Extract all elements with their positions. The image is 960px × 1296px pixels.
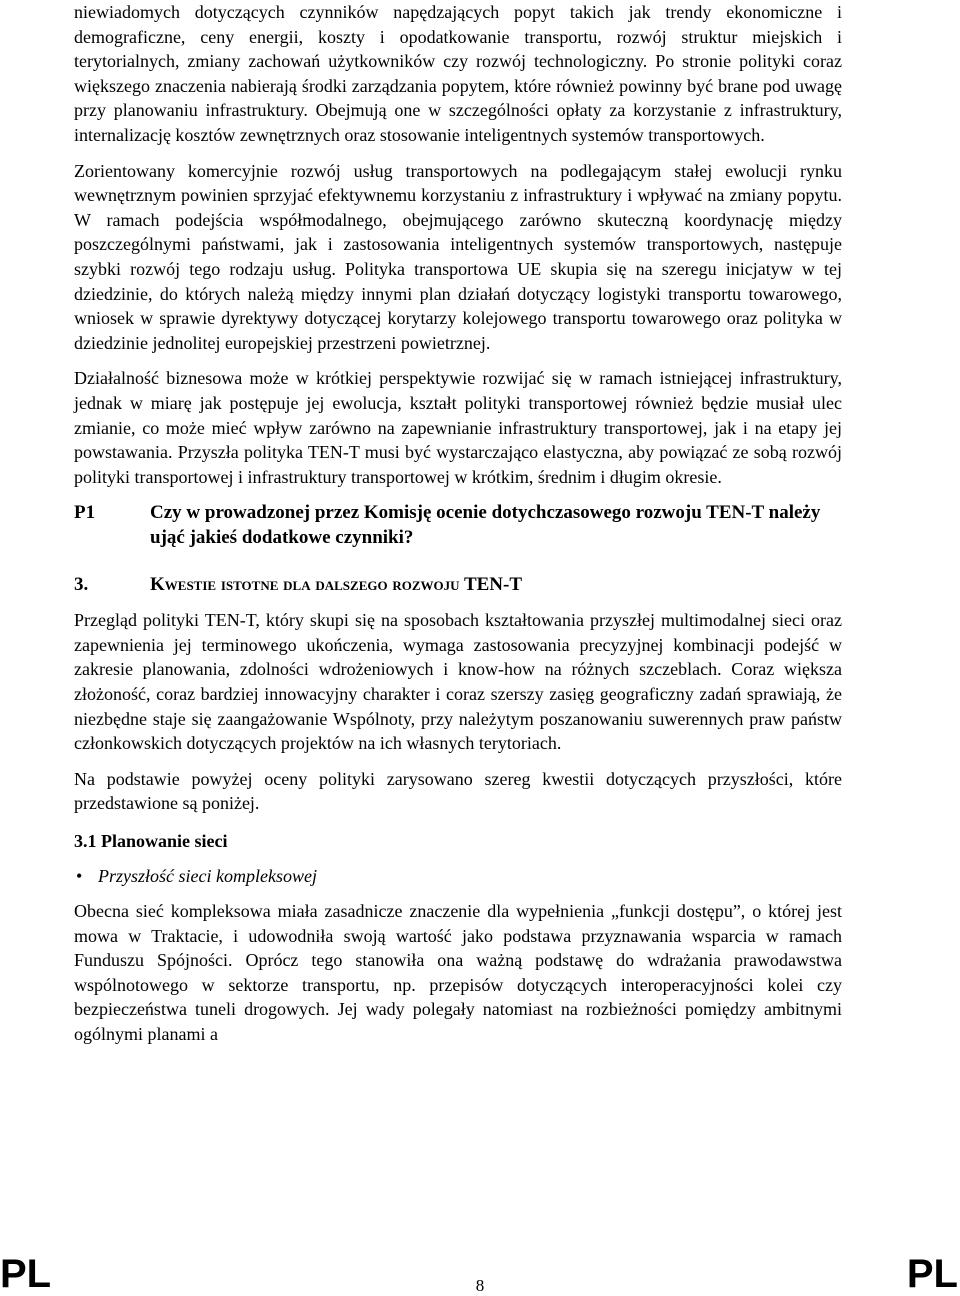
paragraph-demand-factors: niewiadomych dotyczących czynników napędzających popyt takich jak trendy ekonomiczne i demograficzne, ceny energii, koszty i opodatkowanie transportu, rozwój struktur miejskich i terytorialnych, zmiany zachowań użytkowników czy rozwój technologiczny. Po stronie polityki coraz większego znaczenia nabierają środki zarządzania popytem, które również powinny być brane pod uwagę przy planowaniu infrastruktury. Obejmują one w szczególności opłaty za korzystanie z infrastruktury, internalizację kosztów zewnętrznych oraz stosowanie inteligentnych systemów transportowych. (74, 2, 842, 145)
question-text: Czy w prowadzonej przez Komisję ocenie dotychczasowego rozwoju TEN-T należy ująć jakieś dodatkowe czynniki? (150, 502, 821, 549)
page-number: 8 (475, 1276, 485, 1295)
paragraph-comprehensive-network: Obecna sieć kompleksowa miała zasadnicze znaczenie dla wypełnienia „funkcji dostępu”, o której jest mowa w Traktacie, i udowodniła swoją wartość jako podstawa przyznawania wsparcia w ramach Funduszu Spójności. Oprócz tego stanowiła ona ważną podstawę do wdrażania prawodawstwa wspólnotowego w sektorze transportu, np. przepisów dotyczących interoperacyjności kolei czy bezpieczeństwa tuneli drogowych. Jej wady polegały natomiast na rozbieżności pomiędzy ambitnymi ogólnymi planami a (74, 901, 842, 1044)
section-heading (74, 572, 842, 598)
bullet-icon: • (76, 866, 83, 887)
section-title-suffix: TEN-T (463, 574, 523, 596)
question-number: P1 (74, 502, 96, 524)
bullet-item (74, 864, 842, 888)
section-title: Kwestie istotne dla dalszego rozwoju (150, 574, 460, 596)
footer-language-left: PL (0, 1252, 52, 1296)
section-number: 3. (74, 574, 89, 596)
consultation-question (74, 500, 842, 550)
paragraph-transport-services: Zorientowany komercyjnie rozwój usług transportowych na podlegającym stałej ewolucji rynku wewnętrznym powinien sprzyjać efektywnemu korzystaniu z infrastruktury i wpływać na zmiany popytu. W ramach podejścia współmodalnego, obejmującego zarówno skuteczną koordynację między poszczególnymi państwami, jak i zastosowania inteligentnych systemów transportowych, następuje szybki rozwój tego rodzaju usług. Polityka transportowa UE skupia się na szeregu inicjatyw w tej dziedzinie, do których należą między innymi plan działań dotyczący logistyki transportu towarowego, wniosek w sprawie dyrektywy dotyczącej korytarzy kolejowego transportu towarowego oraz polityka w dziedzinie jednolitej europejskiej przestrzeni powietrznej. (74, 160, 842, 353)
subsection-heading: 3.1 Planowanie sieci (74, 831, 228, 852)
paragraph-business-activity: Działalność biznesowa może w krótkiej perspektywie rozwijać się w ramach istniejącej infrastruktury, jednak w miarę jak postępuje jej ewolucja, kształt polityki transportowej również będzie musiał ulec zmianie, co może mieć wpływ zarówno na zapewnianie infrastruktury transportowej, jak i na etapy jej powstawania. Przyszła polityka TEN-T musi być wystarczająco elastyczna, aby powiązać ze sobą rozwój polityki transportowej i infrastruktury transportowej w krótkim, średnim i długim okresie. (74, 368, 842, 487)
bullet-text: Przyszłość sieci kompleksowej (98, 866, 317, 887)
footer-language-right: PL (906, 1252, 958, 1296)
paragraph-policy-review: Przegląd polityki TEN-T, który skupi się na sposobach kształtowania przyszłej multimodalnej sieci oraz zapewnienia jej terminowego ukończenia, wymaga zastosowania precyzyjnej kombinacji podejść w zakresie planowania, zdolności wdrożeniowych i know-how na różnych szczeblach. Coraz większa złożoność, coraz bardziej innowacyjny charakter i coraz szerszy zasięg geograficzny zadań sprawiają, że niezbędne staje się zaangażowanie Wspólnoty, przy należytym poszanowaniu suwerennych praw państw członkowskich dotyczących projektów na ich własnych terytoriach. (74, 610, 842, 754)
paragraph-issues-intro: Na podstawie powyżej oceny polityki zarysowano szereg kwestii dotyczących przyszłości, które przedstawione są poniżej. (74, 768, 842, 814)
document-page (74, 0, 842, 1047)
